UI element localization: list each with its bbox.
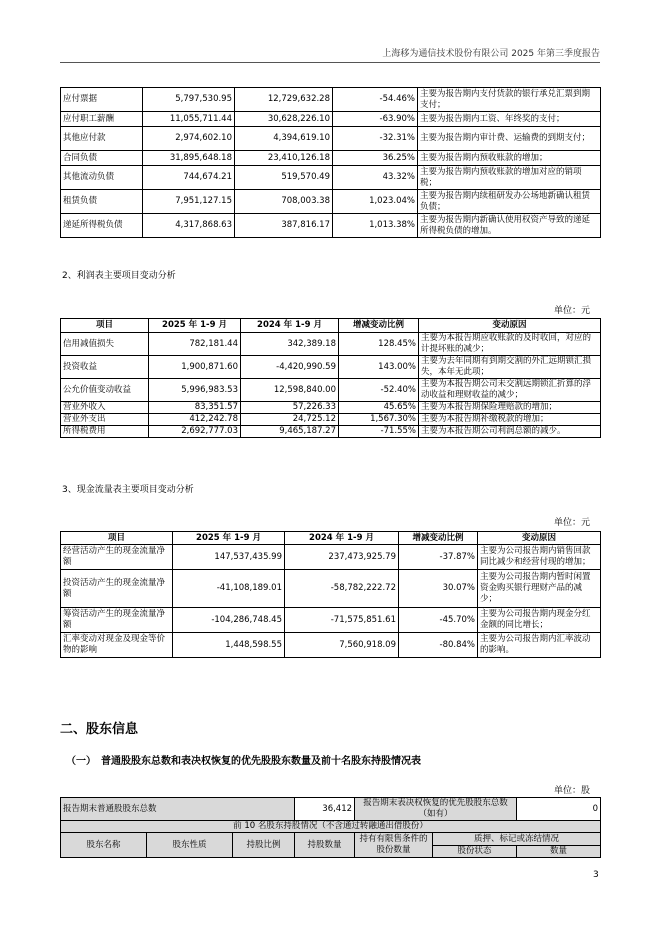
cell-prior: 519,570.49 bbox=[235, 166, 333, 190]
cell-reason: 主要为公司报告期内销售回款同比减少和经营付现的增加； bbox=[478, 545, 601, 570]
cell-item: 租赁负债 bbox=[61, 190, 143, 214]
col-item: 项目 bbox=[61, 532, 173, 545]
table-row bbox=[61, 545, 601, 570]
cell-reason: 主要为报告期内工资、年终奖的支付； bbox=[418, 112, 601, 127]
cell-item: 所得税费用 bbox=[61, 426, 149, 438]
pref-shareholders-label: 报告期末表决权恢复的优先股股东总数（如有） bbox=[355, 798, 517, 821]
cell-reason: 主要为本报告期补缴税款的增加； bbox=[419, 414, 601, 426]
cell-prior: 387,816.17 bbox=[235, 214, 333, 238]
cell-reason: 主要为本报告期公司利润总额的减少。 bbox=[419, 426, 601, 438]
cell-current: 5,797,530.95 bbox=[143, 88, 235, 112]
col-shareholder-nature: 股东性质 bbox=[147, 833, 233, 858]
cashflow-title: 3、现金流量表主要项目变动分析 bbox=[62, 485, 194, 495]
page-number: 3 bbox=[593, 870, 599, 880]
col-prior: 2024 年 1-9 月 bbox=[241, 319, 339, 333]
balance-sheet-table bbox=[60, 87, 601, 238]
cell-change: 45.65% bbox=[339, 402, 419, 414]
cell-change: -37.87% bbox=[399, 545, 478, 570]
col-shareholder-name: 股东名称 bbox=[61, 833, 147, 858]
cell-item: 其他应付款 bbox=[61, 127, 143, 151]
table-row bbox=[61, 214, 601, 238]
cell-change: 1,567.30% bbox=[339, 414, 419, 426]
cell-change: -63.90% bbox=[333, 112, 418, 127]
cell-current: 7,951,127.15 bbox=[143, 190, 235, 214]
col-prior: 2024 年 1-9 月 bbox=[285, 532, 399, 545]
cell-change: 1,023.04% bbox=[333, 190, 418, 214]
shareholders-unit: 单位：股 bbox=[553, 786, 590, 796]
col-change: 增减变动比例 bbox=[399, 532, 478, 545]
cell-current: 1,900,871.60 bbox=[149, 356, 241, 379]
table-row bbox=[61, 356, 601, 379]
col-holding-qty: 持股数量 bbox=[295, 833, 355, 858]
cell-prior: -71,575,851.61 bbox=[285, 608, 399, 633]
cell-reason: 主要为本报告期保险理赔款的增加； bbox=[419, 402, 601, 414]
cell-reason: 主要为报告期内续租研发办公场地新确认租赁负债； bbox=[418, 190, 601, 214]
cell-current: 412,242.78 bbox=[149, 414, 241, 426]
cashflow-table bbox=[60, 531, 601, 658]
cell-prior: 237,473,925.79 bbox=[285, 545, 399, 570]
cell-item: 筹资活动产生的现金流量净额 bbox=[61, 608, 173, 633]
cell-item: 递延所得税负债 bbox=[61, 214, 143, 238]
cell-item: 公允价值变动收益 bbox=[61, 379, 149, 402]
col-item: 项目 bbox=[61, 319, 149, 333]
col-holding-ratio: 持股比例 bbox=[233, 833, 295, 858]
total-shareholders-value: 36,412 bbox=[295, 798, 355, 821]
table-row bbox=[61, 426, 601, 438]
cell-reason: 主要为本报告期应收账款的及时收回，对应的计提坏账的减少； bbox=[419, 333, 601, 356]
cell-prior: -58,782,222.72 bbox=[285, 570, 399, 608]
cell-change: 1,013.38% bbox=[333, 214, 418, 238]
col-current: 2025 年 1-9 月 bbox=[173, 532, 285, 545]
cell-reason: 主要为公司报告期内汇率波动的影响。 bbox=[478, 633, 601, 658]
cell-change: 143.00% bbox=[339, 356, 419, 379]
cell-current: 744,674.21 bbox=[143, 166, 235, 190]
cell-prior: -4,420,990.59 bbox=[241, 356, 339, 379]
cell-current: 147,537,435.99 bbox=[173, 545, 285, 570]
table-row bbox=[61, 112, 601, 127]
table-row bbox=[61, 151, 601, 166]
cell-change: -32.31% bbox=[333, 127, 418, 151]
cell-prior: 23,410,126.18 bbox=[235, 151, 333, 166]
cell-change: 128.45% bbox=[339, 333, 419, 356]
cell-current: 2,692,777.03 bbox=[149, 426, 241, 438]
section-title: 二、股东信息 bbox=[60, 722, 139, 737]
cell-prior: 708,003.38 bbox=[235, 190, 333, 214]
cell-current: -104,286,748.45 bbox=[173, 608, 285, 633]
col-pledge: 质押、标记或冻结情况 bbox=[433, 833, 601, 846]
page-header: 上海移为通信技术股份有限公司 2025 年第三季度报告 bbox=[60, 46, 600, 63]
cell-current: 4,317,868.63 bbox=[143, 214, 235, 238]
col-reason: 变动原因 bbox=[419, 319, 601, 333]
income-unit: 单位：元 bbox=[553, 306, 590, 316]
cell-prior: 7,560,918.09 bbox=[285, 633, 399, 658]
col-share-count: 数量 bbox=[517, 846, 601, 858]
table-row bbox=[61, 402, 601, 414]
cell-change: -80.84% bbox=[399, 633, 478, 658]
table-row bbox=[61, 127, 601, 151]
cell-item: 合同负债 bbox=[61, 151, 143, 166]
cell-reason: 主要为去年同期有到期交割的外汇远期锁汇损失，本年无此项； bbox=[419, 356, 601, 379]
cell-current: 5,996,983.53 bbox=[149, 379, 241, 402]
subsection-title: （一） 普通股股东总数和表决权恢复的优先股股东数量及前十名股东持股情况表 bbox=[66, 756, 421, 767]
col-change: 增减变动比例 bbox=[339, 319, 419, 333]
income-statement-title: 2、利润表主要项目变动分析 bbox=[62, 271, 176, 281]
cell-change: -52.40% bbox=[339, 379, 419, 402]
table-row bbox=[61, 633, 601, 658]
cell-change: -71.55% bbox=[339, 426, 419, 438]
cell-reason: 主要为本报告期公司未交割远期锁汇折算的浮动收益和理财收益的减少； bbox=[419, 379, 601, 402]
shareholders-table bbox=[60, 797, 601, 858]
cell-current: 11,055,711.44 bbox=[143, 112, 235, 127]
table-row bbox=[61, 166, 601, 190]
cell-current: -41,108,189.01 bbox=[173, 570, 285, 608]
cell-item: 营业外支出 bbox=[61, 414, 149, 426]
cell-change: -54.46% bbox=[333, 88, 418, 112]
cell-current: 2,974,602.10 bbox=[143, 127, 235, 151]
cell-prior: 24,725.12 bbox=[241, 414, 339, 426]
cell-current: 782,181.44 bbox=[149, 333, 241, 356]
cell-reason: 主要为公司报告期内暂时闲置资金购买银行理财产品的减少； bbox=[478, 570, 601, 608]
cell-item: 应付职工薪酬 bbox=[61, 112, 143, 127]
table-row bbox=[61, 333, 601, 356]
table-row bbox=[61, 88, 601, 112]
cell-item: 信用减值损失 bbox=[61, 333, 149, 356]
cell-change: 30.07% bbox=[399, 570, 478, 608]
pref-shareholders-value: 0 bbox=[517, 798, 601, 821]
cell-prior: 12,729,632.28 bbox=[235, 88, 333, 112]
cell-item: 其他流动负债 bbox=[61, 166, 143, 190]
cell-item: 营业外收入 bbox=[61, 402, 149, 414]
cell-item: 经营活动产生的现金流量净额 bbox=[61, 545, 173, 570]
cell-prior: 4,394,619.10 bbox=[235, 127, 333, 151]
col-reason: 变动原因 bbox=[478, 532, 601, 545]
cell-change: 43.32% bbox=[333, 166, 418, 190]
cell-prior: 9,465,187.27 bbox=[241, 426, 339, 438]
cell-reason: 主要为公司报告期内现金分红金额的同比增长； bbox=[478, 608, 601, 633]
cell-current: 1,448,598.55 bbox=[173, 633, 285, 658]
col-current: 2025 年 1-9 月 bbox=[149, 319, 241, 333]
table-row bbox=[61, 414, 601, 426]
cell-item: 投资收益 bbox=[61, 356, 149, 379]
total-shareholders-label: 报告期末普通股股东总数 bbox=[61, 798, 295, 821]
table-row bbox=[61, 570, 601, 608]
table-row bbox=[61, 608, 601, 633]
cell-change: 36.25% bbox=[333, 151, 418, 166]
cell-prior: 342,389.18 bbox=[241, 333, 339, 356]
top10-label: 前 10 名股东持股情况（不含通过转融通出借股份） bbox=[61, 821, 601, 833]
table-row bbox=[61, 379, 601, 402]
cell-item: 应付票据 bbox=[61, 88, 143, 112]
table-row bbox=[61, 190, 601, 214]
cell-current: 83,351.57 bbox=[149, 402, 241, 414]
cell-reason: 主要为报告期内支付货款的银行承兑汇票到期支付； bbox=[418, 88, 601, 112]
income-statement-table bbox=[60, 318, 601, 438]
cell-prior: 12,598,840.00 bbox=[241, 379, 339, 402]
col-share-status: 股份状态 bbox=[433, 846, 517, 858]
cell-item: 汇率变动对现金及现金等价物的影响 bbox=[61, 633, 173, 658]
cell-item: 投资活动产生的现金流量净额 bbox=[61, 570, 173, 608]
col-restricted-shares: 持有有限售条件的股份数量 bbox=[355, 833, 433, 858]
cell-reason: 主要为报告期内预收账款的增加对应的销项税； bbox=[418, 166, 601, 190]
cell-reason: 主要为报告期内预收账款的增加； bbox=[418, 151, 601, 166]
cell-change: -45.70% bbox=[399, 608, 478, 633]
cell-reason: 主要为报告期内审计费、运输费的到期支付； bbox=[418, 127, 601, 151]
cell-current: 31,895,648.18 bbox=[143, 151, 235, 166]
cell-reason: 主要为报告期内新确认使用权资产导致的递延所得税负债的增加。 bbox=[418, 214, 601, 238]
cell-prior: 57,226.33 bbox=[241, 402, 339, 414]
cashflow-unit: 单位：元 bbox=[553, 518, 590, 528]
cell-prior: 30,628,226.10 bbox=[235, 112, 333, 127]
